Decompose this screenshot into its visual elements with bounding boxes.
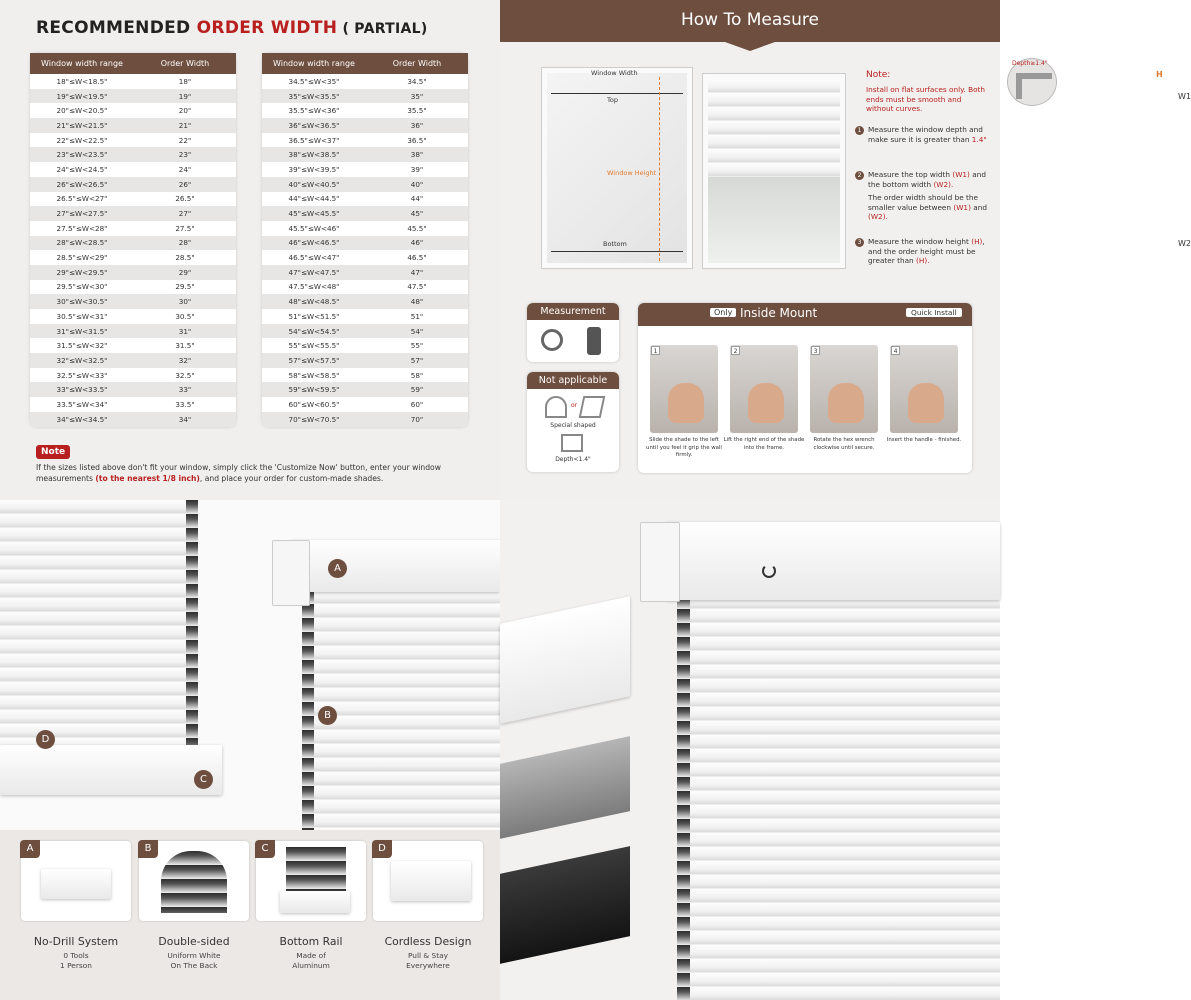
width-range-cell: 55"≤W<55.5"	[262, 338, 366, 353]
width-range-cell: 44"≤W<44.5"	[262, 192, 366, 207]
feature-tag-b: B	[138, 840, 158, 858]
note-text-b: , and place your order for custom-made shades.	[199, 474, 384, 483]
mounting-bracket-large	[640, 522, 680, 602]
note-title: Note:	[866, 70, 891, 80]
special-shaped-label: Special shaped	[550, 422, 596, 429]
bottom-width-line	[551, 251, 683, 252]
width-range-cell: 34.5"≤W<35"	[262, 74, 366, 89]
width-range-cell: 38"≤W<38.5"	[262, 147, 366, 162]
order-width-cell: 28"	[134, 236, 236, 251]
table-row	[262, 412, 468, 427]
width-range-cell: 31.5"≤W<32"	[30, 338, 134, 353]
table-row	[262, 397, 468, 412]
order-width-cell: 58"	[366, 368, 468, 383]
width-range-cell: 30.5"≤W<31"	[30, 309, 134, 324]
gray-rail-sample	[500, 736, 630, 839]
note-text-red: (to the nearest 1/8 inch)	[95, 474, 200, 483]
table-row	[262, 192, 468, 207]
install-step-text-3: Rotate the hex wrench clockwise until secure.	[813, 437, 875, 451]
order-width-cell: 26"	[134, 177, 236, 192]
feature-card-b	[139, 841, 249, 921]
width-range-cell: 58"≤W<58.5"	[262, 368, 366, 383]
pleat-edge-left	[186, 500, 198, 750]
depth-zoom-circle	[1007, 58, 1057, 106]
order-width-cell: 47.5"	[366, 280, 468, 295]
width-range-cell: 24"≤W<24.5"	[30, 162, 134, 177]
feature-tag-d: D	[372, 840, 392, 858]
width-range-cell: 35.5"≤W<36"	[262, 103, 366, 118]
order-width-cell: 29.5"	[134, 280, 236, 295]
table-row	[30, 177, 236, 192]
width-range-cell: 45.5"≤W<46"	[262, 221, 366, 236]
feature-sub2-b: On The Back	[170, 961, 218, 970]
size-table-left	[30, 53, 236, 427]
laser-meter-icon	[587, 327, 601, 355]
order-width-cell: 45.5"	[366, 221, 468, 236]
tape-measure-icon	[541, 329, 563, 351]
shade-fabric-right	[310, 590, 500, 830]
step-number-1: 1	[855, 126, 864, 135]
table-row	[30, 294, 236, 309]
column-header-range: Window width range	[30, 53, 134, 74]
measure-step-2	[868, 170, 990, 189]
measurement-tools-card	[527, 303, 619, 362]
width-range-cell: 28.5"≤W<29"	[30, 250, 134, 265]
order-width-cell: 47"	[366, 265, 468, 280]
table-row	[262, 236, 468, 251]
order-width-cell: 36.5"	[366, 133, 468, 148]
install-step-image-4	[890, 345, 958, 433]
table-row	[30, 324, 236, 339]
table-row	[262, 382, 468, 397]
table-row	[262, 324, 468, 339]
window-height-label: Window Height	[607, 169, 657, 177]
height-line	[659, 77, 660, 261]
feature-title-b: Double-sided	[158, 935, 230, 948]
feature-sub1-c: Made of	[296, 951, 326, 960]
label-d: D	[36, 730, 55, 749]
width-range-cell: 33"≤W<33.5"	[30, 382, 134, 397]
table-row	[262, 280, 468, 295]
step2-text-a: Measure the top width	[868, 170, 953, 179]
order-width-panel	[0, 0, 500, 500]
table-row	[30, 118, 236, 133]
table-row	[30, 382, 236, 397]
table-row	[262, 133, 468, 148]
table-row	[30, 192, 236, 207]
order-width-cell: 48"	[366, 294, 468, 309]
table-row	[30, 206, 236, 221]
order-width-cell: 33.5"	[134, 397, 236, 412]
slanted-window-icon	[579, 396, 606, 418]
table-row	[30, 309, 236, 324]
step1-red: 1.4"	[971, 134, 987, 144]
depth-lt-label: Depth<1.4"	[555, 456, 591, 463]
label-a: A	[328, 559, 347, 578]
table-row	[30, 103, 236, 118]
black-rail-sample	[500, 846, 630, 964]
order-width-cell: 33"	[134, 382, 236, 397]
table-row	[30, 221, 236, 236]
width-range-cell: 29.5"≤W<30"	[30, 280, 134, 295]
step2-text-d: and	[970, 202, 987, 212]
window-width-label: Window Width	[591, 69, 638, 77]
pleat-edge-right	[302, 590, 314, 830]
width-range-cell: 54"≤W<54.5"	[262, 324, 366, 339]
order-width-cell: 35.5"	[366, 103, 468, 118]
step3-text-b: , and the order height must be greater than	[868, 237, 985, 266]
width-range-cell: 35"≤W<35.5"	[262, 89, 366, 104]
feature-sub1-a: 0 Tools	[63, 951, 89, 960]
table-row	[262, 118, 468, 133]
step-number-2: 2	[855, 171, 864, 180]
feature-sub2-a: 1 Person	[60, 961, 92, 970]
order-width-cell: 59"	[366, 382, 468, 397]
table-row	[30, 412, 236, 427]
order-width-cell: 30"	[134, 294, 236, 309]
width-range-cell: 30"≤W<30.5"	[30, 294, 134, 309]
feature-image-a	[41, 869, 111, 899]
step2-text-b: and the bottom width	[868, 170, 986, 189]
table-row	[30, 162, 236, 177]
table-row	[262, 368, 468, 383]
mounting-bracket	[272, 540, 310, 606]
install-step-number-2: 2	[731, 346, 740, 355]
order-width-cell: 31.5"	[134, 338, 236, 353]
width-range-cell: 26"≤W<26.5"	[30, 177, 134, 192]
not-applicable-card	[527, 372, 619, 472]
shade-fabric-large	[685, 595, 1000, 1000]
width-range-cell: 57"≤W<57.5"	[262, 353, 366, 368]
order-width-cell: 27.5"	[134, 221, 236, 236]
order-width-cell: 28.5"	[134, 250, 236, 265]
width-range-cell: 47.5"≤W<48"	[262, 280, 366, 295]
table-row	[30, 368, 236, 383]
width-range-cell: 48"≤W<48.5"	[262, 294, 366, 309]
table-row	[30, 338, 236, 353]
width-range-cell: 47"≤W<47.5"	[262, 265, 366, 280]
pleat-edge-large	[677, 595, 690, 1000]
width-range-cell: 18"≤W<18.5"	[30, 74, 134, 89]
order-width-cell: 46"	[366, 236, 468, 251]
feature-image-c-rail	[280, 891, 350, 913]
width-range-cell: 19"≤W<19.5"	[30, 89, 134, 104]
feature-image-d	[391, 861, 471, 901]
order-width-cell: 38"	[366, 147, 468, 162]
window-with-shade	[703, 74, 845, 268]
width-range-cell: 39"≤W<39.5"	[262, 162, 366, 177]
feature-card-a	[21, 841, 131, 921]
order-width-cell: 39"	[366, 162, 468, 177]
width-range-cell: 46"≤W<46.5"	[262, 236, 366, 251]
table-row	[30, 397, 236, 412]
or-label: or	[571, 402, 578, 409]
measure-step-3	[868, 237, 992, 266]
label-b: B	[318, 706, 337, 725]
install-step-text-2: Lift the right end of the shade into the frame.	[723, 437, 805, 451]
width-range-cell: 60"≤W<60.5"	[262, 397, 366, 412]
white-rail-sample	[500, 596, 630, 724]
h-label: H	[1156, 70, 1163, 79]
not-applicable-label: Not applicable	[527, 372, 619, 389]
install-step-number-1: 1	[651, 346, 660, 355]
note-badge: Note	[36, 445, 70, 459]
feature-card-d	[373, 841, 483, 921]
feature-sub1-b: Uniform White	[167, 951, 221, 960]
step2-w1-b: (W1)	[953, 202, 971, 212]
install-step-text-4: Insert the handle - finished.	[886, 437, 962, 443]
order-width-cell: 30.5"	[134, 309, 236, 324]
column-header-range: Window width range	[262, 53, 366, 74]
top-width-line	[551, 93, 683, 94]
order-width-cell: 20"	[134, 103, 236, 118]
how-to-measure-panel	[500, 0, 1191, 500]
table-row	[262, 309, 468, 324]
table-row	[30, 147, 236, 162]
table-row	[30, 74, 236, 89]
measure-title: How To Measure	[680, 10, 820, 30]
shade-stack-left	[0, 500, 190, 750]
measure-step-2-detail	[868, 193, 990, 222]
measure-step-1	[868, 125, 990, 144]
order-width-cell: 21"	[134, 118, 236, 133]
width-range-cell: 40"≤W<40.5"	[262, 177, 366, 192]
window-diagram	[542, 68, 692, 268]
only-badge: Only	[710, 308, 736, 317]
table-row	[30, 265, 236, 280]
install-step-image-2	[730, 345, 798, 433]
table-row	[262, 250, 468, 265]
order-width-cell: 27"	[134, 206, 236, 221]
window-view	[708, 177, 840, 263]
order-width-cell: 34"	[134, 412, 236, 427]
width-range-cell: 22"≤W<22.5"	[30, 133, 134, 148]
step1-text: Measure the window depth and make sure it is greater than	[868, 125, 983, 144]
table-row	[30, 353, 236, 368]
order-width-cell: 32"	[134, 353, 236, 368]
headrail-options-panel	[500, 500, 1000, 1000]
order-width-cell: 29"	[134, 265, 236, 280]
w1-label: W1	[1178, 92, 1191, 101]
install-step-text-1: Slide the shade to the left until you feel it grip the wall firmly.	[646, 437, 722, 458]
step3-text-a: Measure the window height	[868, 237, 972, 246]
width-range-cell: 36.5"≤W<37"	[262, 133, 366, 148]
table-row	[30, 236, 236, 251]
width-range-cell: 20"≤W<20.5"	[30, 103, 134, 118]
table-row	[262, 206, 468, 221]
order-width-cell: 54"	[366, 324, 468, 339]
width-range-cell: 28"≤W<28.5"	[30, 236, 134, 251]
table-row	[30, 133, 236, 148]
order-width-cell: 34.5"	[366, 74, 468, 89]
feature-image-c	[286, 847, 346, 891]
bottom-label: Bottom	[603, 240, 627, 248]
width-range-cell: 31"≤W<31.5"	[30, 324, 134, 339]
w2-label: W2	[1178, 239, 1191, 248]
table-row	[262, 353, 468, 368]
bottom-rail	[0, 745, 222, 795]
order-width-cell: 57"	[366, 353, 468, 368]
title-red: ORDER WIDTH	[196, 18, 338, 38]
table-row	[262, 338, 468, 353]
depth-frame	[1016, 73, 1052, 99]
shade-fabric	[708, 79, 840, 177]
order-width-cell: 45"	[366, 206, 468, 221]
order-width-cell: 22"	[134, 133, 236, 148]
title-plain: RECOMMENDED	[36, 18, 197, 38]
order-width-cell: 36"	[366, 118, 468, 133]
install-step-number-4: 4	[891, 346, 900, 355]
arched-window-icon	[545, 396, 567, 418]
feature-tag-a: A	[20, 840, 40, 858]
width-range-cell: 27.5"≤W<28"	[30, 221, 134, 236]
width-range-cell: 29"≤W<29.5"	[30, 265, 134, 280]
measure-header	[500, 0, 1000, 42]
inside-mount-title: Inside Mount	[740, 306, 818, 320]
order-width-cell: 35"	[366, 89, 468, 104]
table-row	[262, 294, 468, 309]
table-row	[262, 89, 468, 104]
width-range-cell: 70"≤W<70.5"	[262, 412, 366, 427]
column-header-order: Order Width	[134, 53, 236, 74]
step2-w1: (W1)	[952, 170, 970, 179]
table-row	[262, 177, 468, 192]
order-width-cell: 24"	[134, 162, 236, 177]
order-width-cell: 31"	[134, 324, 236, 339]
order-width-cell: 32.5"	[134, 368, 236, 383]
product-features-panel	[0, 500, 500, 1000]
table-row	[262, 162, 468, 177]
feature-card-c	[256, 841, 366, 921]
table-row	[262, 265, 468, 280]
order-width-cell: 55"	[366, 338, 468, 353]
order-width-cell: 40"	[366, 177, 468, 192]
table-row	[30, 280, 236, 295]
width-range-cell: 45"≤W<45.5"	[262, 206, 366, 221]
width-range-cell: 21"≤W<21.5"	[30, 118, 134, 133]
order-width-cell: 18"	[134, 74, 236, 89]
step2-w2-b: (W2).	[868, 212, 888, 222]
size-table-right	[262, 53, 468, 427]
width-range-cell: 23"≤W<23.5"	[30, 147, 134, 162]
width-range-cell: 36"≤W<36.5"	[262, 118, 366, 133]
order-width-cell: 44"	[366, 192, 468, 207]
width-range-cell: 51"≤W<51.5"	[262, 309, 366, 324]
feature-tag-c: C	[255, 840, 275, 858]
width-range-cell: 26.5"≤W<27"	[30, 192, 134, 207]
column-header-order: Order Width	[366, 53, 468, 74]
step2-text-c: The order width should be the smaller value between	[868, 193, 979, 212]
width-range-cell: 46.5"≤W<47"	[262, 250, 366, 265]
order-width-cell: 51"	[366, 309, 468, 324]
label-c: C	[194, 770, 213, 789]
feature-image-b	[161, 851, 227, 913]
measurement-label: Measurement	[527, 303, 619, 320]
step3-h2: (H).	[916, 256, 930, 266]
step2-w2: (W2).	[933, 179, 954, 189]
shallow-depth-icon	[561, 434, 583, 452]
order-width-cell: 46.5"	[366, 250, 468, 265]
top-label: Top	[607, 96, 618, 104]
feature-title-d: Cordless Design	[384, 935, 472, 948]
note-text	[36, 462, 476, 484]
table-row	[262, 103, 468, 118]
table-row	[30, 89, 236, 104]
width-range-cell: 32.5"≤W<33"	[30, 368, 134, 383]
feature-title-c: Bottom Rail	[279, 935, 343, 948]
table-row	[30, 250, 236, 265]
install-step-image-3	[810, 345, 878, 433]
width-range-cell: 32"≤W<32.5"	[30, 353, 134, 368]
feature-sub2-d: Everywhere	[406, 961, 450, 970]
install-step-image-1	[650, 345, 718, 433]
order-width-cell: 26.5"	[134, 192, 236, 207]
feature-title-a: No-Drill System	[33, 935, 119, 948]
depth-label: Depth≥1.4"	[1012, 60, 1048, 67]
install-step-number-3: 3	[811, 346, 820, 355]
head-rail	[290, 540, 500, 592]
order-width-cell: 19"	[134, 89, 236, 104]
table-row	[262, 221, 468, 236]
head-rail-large	[665, 522, 1000, 600]
title-suffix: ( PARTIAL)	[337, 21, 428, 37]
order-width-cell: 60"	[366, 397, 468, 412]
table-row	[262, 147, 468, 162]
lock-icon	[762, 564, 776, 578]
note-flat-surfaces: Install on flat surfaces only. Both ends must be smooth and without curves.	[866, 85, 986, 114]
width-range-cell: 33.5"≤W<34"	[30, 397, 134, 412]
feature-sub2-c: Aluminum	[292, 961, 330, 970]
table-row	[262, 74, 468, 89]
order-width-cell: 70"	[366, 412, 468, 427]
width-range-cell: 27"≤W<27.5"	[30, 206, 134, 221]
width-range-cell: 59"≤W<59.5"	[262, 382, 366, 397]
order-width-cell: 23"	[134, 147, 236, 162]
width-range-cell: 34"≤W<34.5"	[30, 412, 134, 427]
step-number-3: 3	[855, 238, 864, 247]
quick-install-badge: Quick Install	[906, 308, 962, 317]
step3-h: (H)	[971, 237, 983, 246]
note-text-a: If the sizes listed above don't fit your window, simply click the 'Customize Now' button, enter your window measurements	[36, 463, 441, 483]
feature-sub1-d: Pull & Stay	[407, 951, 449, 960]
order-width-title	[36, 18, 428, 38]
